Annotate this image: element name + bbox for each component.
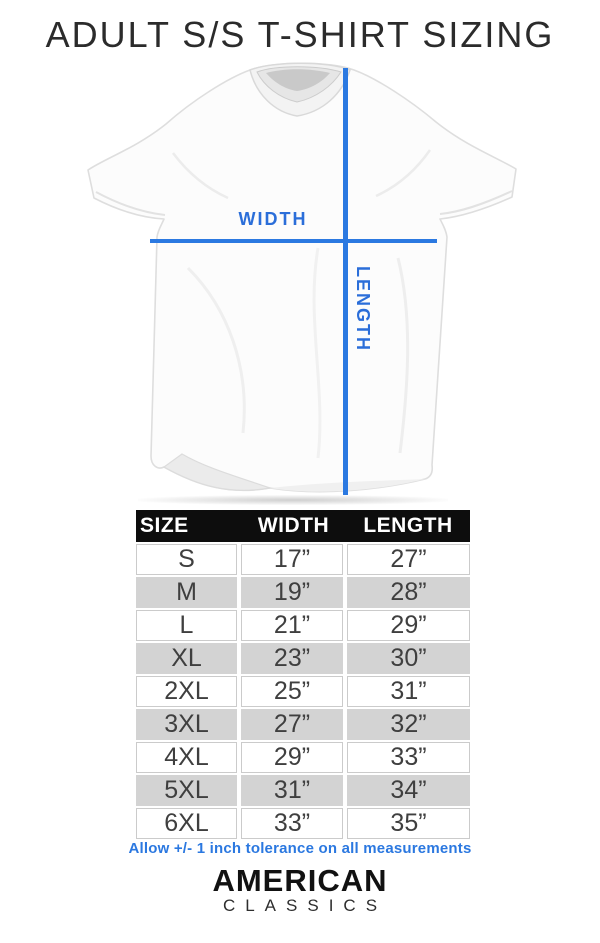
width-measure-line	[150, 239, 437, 243]
length-value: 33”	[347, 742, 470, 773]
tshirt-image	[78, 58, 522, 506]
table-row-l	[136, 610, 470, 641]
brand-logo	[0, 863, 600, 915]
table-row-s	[136, 544, 470, 575]
table-row-xl	[136, 643, 470, 674]
length-value: 35”	[347, 808, 470, 839]
table-row-m	[136, 577, 470, 608]
width-value: 27”	[241, 709, 343, 740]
length-value: 34”	[347, 775, 470, 806]
column-header-length: LENGTH	[363, 514, 453, 537]
table-row-4xl	[136, 742, 470, 773]
page-title: ADULT S/S T-SHIRT SIZING	[45, 14, 555, 55]
size-value: 5XL	[136, 775, 237, 806]
length-measure-line	[343, 68, 348, 495]
length-label: LENGTH	[353, 266, 373, 352]
size-value: XL	[136, 643, 237, 674]
column-header-size: SIZE	[140, 514, 189, 537]
tshirt-diagram	[78, 58, 522, 506]
width-value: 17”	[241, 544, 343, 575]
table-row-3xl	[136, 709, 470, 740]
size-value: 4XL	[136, 742, 237, 773]
size-table	[136, 510, 470, 839]
size-value: S	[136, 544, 237, 575]
width-label: WIDTH	[238, 209, 308, 229]
size-value: 3XL	[136, 709, 237, 740]
size-value: 6XL	[136, 808, 237, 839]
tolerance-note: Allow +/- 1 inch tolerance on all measurements	[128, 840, 472, 857]
width-value: 21”	[241, 610, 343, 641]
width-value: 25”	[241, 676, 343, 707]
length-value: 32”	[347, 709, 470, 740]
shirt-shadow	[138, 495, 448, 505]
length-value: 30”	[347, 643, 470, 674]
size-value: M	[136, 577, 237, 608]
table-header-row	[136, 510, 470, 542]
width-value: 23”	[241, 643, 343, 674]
column-header-width: WIDTH	[257, 514, 330, 537]
size-value: L	[136, 610, 237, 641]
width-value: 31”	[241, 775, 343, 806]
table-row-5xl	[136, 775, 470, 806]
width-value: 29”	[241, 742, 343, 773]
length-value: 29”	[347, 610, 470, 641]
width-value: 19”	[241, 577, 343, 608]
table-row-6xl	[136, 808, 470, 839]
width-value: 33”	[241, 808, 343, 839]
length-value: 28”	[347, 577, 470, 608]
brand-name: AMERICAN	[212, 863, 388, 898]
length-value: 27”	[347, 544, 470, 575]
size-value: 2XL	[136, 676, 237, 707]
length-value: 31”	[347, 676, 470, 707]
table-row-2xl	[136, 676, 470, 707]
brand-subname: CLASSICS	[222, 896, 388, 915]
